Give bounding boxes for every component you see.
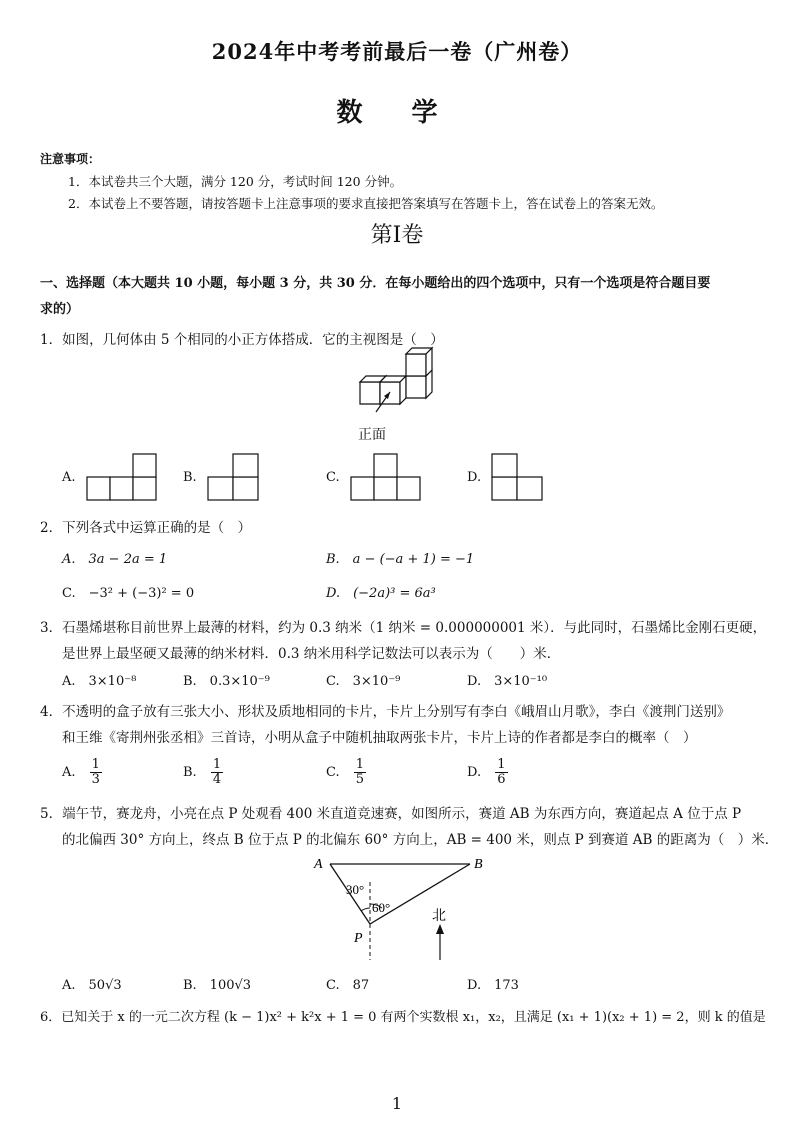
denominator: 6 [497,772,506,787]
north-label: 北 [432,908,446,924]
fraction [495,758,507,787]
question-3-stem: 3．石墨烯堪称目前世界上最薄的材料，约为 0.3 纳米（1 纳米 = 0.000000001 米）．与此同时，石墨烯比金刚石更硬， [40,620,767,636]
cube [406,348,432,376]
q3-option-a[interactable]: A. 3×10⁻⁸ [62,674,137,689]
numerator: 1 [497,757,506,772]
q4-option-a[interactable] [62,758,102,787]
q4-option-c[interactable] [326,758,366,787]
option-a-figure[interactable] [86,454,158,502]
fraction [211,758,223,787]
q5-option-a[interactable]: A. 50√3 [62,978,122,993]
question-2-stem: 2．下列各式中运算正确的是（ ） [40,520,252,536]
numerator: 1 [91,757,100,772]
question-6-stem: 6．已知关于 x 的一元二次方程 (k − 1)x² + k²x + 1 = 0 有两个实数根 x₁，x₂，且满足 (x₁ + 1)(x₂ + 1) = 2，则 k 的值是 [40,1010,766,1025]
denominator: 3 [91,772,100,787]
numerator: 1 [355,757,365,772]
question-3-stem-cont: 是世界上最坚硬又最薄的纳米材料．0.3 纳米用科学记数法可以表示为（ ）米． [62,646,561,662]
q5-option-c[interactable]: C. 87 [326,978,370,993]
angle-30-label: 30° [346,882,365,897]
point-p-label: P [354,931,363,946]
q5-option-b[interactable]: B. 100√3 [183,978,252,993]
q2-option-c[interactable]: C. −3² + (−3)² = 0 [62,586,195,601]
note-item: 1．本试卷共三个大题，满分 120 分，考试时间 120 分钟。 [68,174,403,189]
point-a-label: A [314,857,323,872]
option-label: B. [183,765,197,780]
front-label: 正面 [358,427,386,443]
subject-title: 数 学 [336,98,458,128]
option-b-figure[interactable] [207,454,259,502]
q5-option-d[interactable]: D. 173 [467,978,519,993]
option-c-label[interactable]: C. [326,470,340,485]
option-a-label[interactable]: A. [62,470,76,485]
option-d-label[interactable]: D. [467,470,482,485]
q4-option-b[interactable] [183,758,223,787]
part-title: 第Ⅰ卷 [370,223,424,248]
exam-title: 2024年中考考前最后一卷（广州卷） [211,39,583,64]
notes-heading: 注意事项： [40,152,101,166]
point-b-label: B [474,857,483,872]
q4-option-d[interactable] [467,758,508,787]
option-label: D. [467,765,482,780]
q2-option-a[interactable]: A. 3a − 2a = 1 [62,552,168,567]
q5-geometry-figure [300,852,500,967]
question-4-stem-cont: 和王维《寄荆州张丞相》三首诗，小明从盒子中随机抽取两张卡片，卡片上诗的作者都是李白的概率（ ） [62,730,697,746]
numerator: 1 [212,757,222,772]
section-heading-cont: 求的） [40,302,80,317]
q3-option-c[interactable]: C. 3×10⁻⁹ [326,674,401,689]
fraction [354,758,366,787]
question-5-stem: 5．端午节，赛龙舟，小亮在点 P 处观看 400 米直道竞速赛，如图所示，赛道 AB 为东西方向，赛道起点 A 位于点 P [40,806,742,822]
option-c-figure[interactable] [350,454,422,502]
section-heading: 一、选择题（本大题共 10 小题，每小题 3 分，共 30 分．在每小题给出的四个选项中，只有一个选项是符合题目要 [40,276,711,291]
angle-60-label: 60° [372,900,391,915]
question-4-stem: 4．不透明的盒子放有三张大小、形状及质地相同的卡片，卡片上分别写有李白《峨眉山月歌》，李白《渡荆门送别》 [40,704,731,720]
page-number: 1 [391,1094,403,1113]
q1-3d-figure [350,352,440,422]
option-b-label[interactable]: B. [183,470,197,485]
option-label: C. [326,765,340,780]
q3-option-d[interactable]: D. 3×10⁻¹⁰ [467,674,548,689]
q2-option-b[interactable]: B. a − (−a + 1) = −1 [326,552,475,567]
question-1-stem: 1．如图，几何体由 5 个相同的小正方体搭成．它的主视图是（ ） [40,332,444,348]
denominator: 4 [212,772,222,787]
denominator: 5 [355,772,365,787]
q3-option-b[interactable]: B. 0.3×10⁻⁹ [183,674,270,689]
question-5-stem-cont: 的北偏西 30° 方向上，终点 B 位于点 P 的北偏东 60° 方向上，AB = 400 米，则点 P 到赛道 AB 的距离为（ ）米． [62,832,779,848]
note-item: 2．本试卷上不要答题，请按答题卡上注意事项的要求直接把答案填写在答题卡上，答在试卷上的答案无效。 [68,196,664,211]
fraction [90,758,102,787]
q2-option-d[interactable]: D. (−2a)³ = 6a³ [326,586,436,601]
option-d-figure[interactable] [491,454,543,502]
option-label: A. [62,765,76,780]
